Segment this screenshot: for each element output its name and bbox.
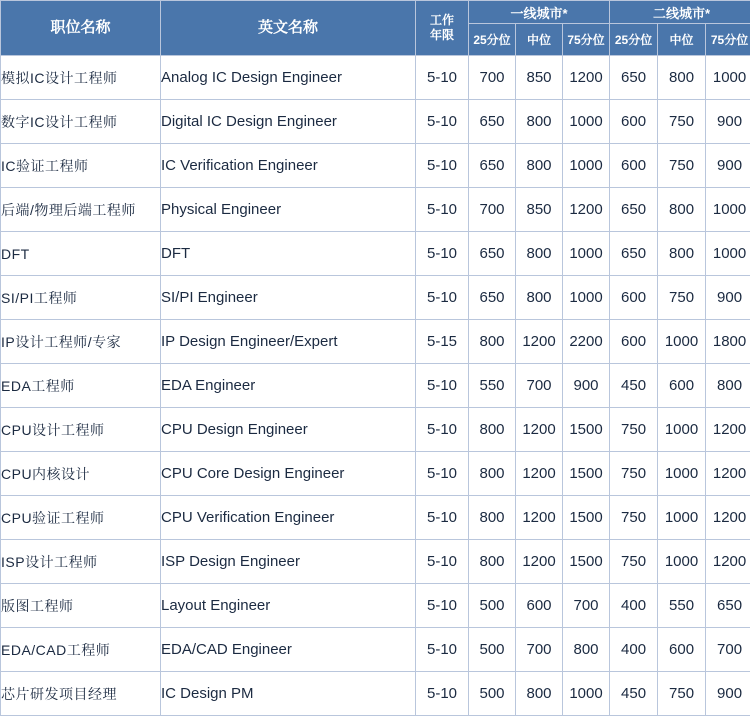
- row-tier2-p25: 600: [610, 320, 658, 364]
- row-tier1-p25: 500: [469, 628, 516, 672]
- row-tier1-p75: 1500: [563, 540, 610, 584]
- row-tier2-p25: 750: [610, 496, 658, 540]
- row-tier2-p25: 450: [610, 364, 658, 408]
- row-tier1-median: 1200: [516, 320, 563, 364]
- row-tier1-p25: 650: [469, 232, 516, 276]
- table-row: [1, 452, 750, 496]
- row-tier2-p75: 1000: [706, 56, 750, 100]
- row-tier1-p75: 1200: [563, 188, 610, 232]
- row-tier1-p75: 900: [563, 364, 610, 408]
- table-row: [1, 628, 750, 672]
- row-years: 5-10: [416, 628, 469, 672]
- row-tier1-p25: 650: [469, 144, 516, 188]
- row-tier1-median: 700: [516, 628, 563, 672]
- header-years-line2: 年限: [416, 28, 468, 43]
- row-tier2-median: 750: [658, 276, 706, 320]
- row-tier1-p75: 700: [563, 584, 610, 628]
- row-tier1-p25: 650: [469, 276, 516, 320]
- row-tier2-p25: 600: [610, 144, 658, 188]
- row-tier1-median: 800: [516, 276, 563, 320]
- table-row: [1, 320, 750, 364]
- table-row: [1, 540, 750, 584]
- row-years: 5-10: [416, 364, 469, 408]
- row-cn-name: EDA/CAD工程师: [1, 628, 161, 672]
- row-tier2-p25: 650: [610, 188, 658, 232]
- row-tier2-p75: 900: [706, 100, 750, 144]
- row-tier2-p75: 1200: [706, 452, 750, 496]
- table-row: [1, 144, 750, 188]
- row-tier2-p25: 400: [610, 628, 658, 672]
- row-tier1-p75: 1000: [563, 232, 610, 276]
- row-en-name: EDA/CAD Engineer: [161, 628, 416, 672]
- row-tier1-p25: 700: [469, 56, 516, 100]
- row-tier2-p25: 600: [610, 100, 658, 144]
- table-row: [1, 672, 750, 716]
- row-cn-name: SI/PI工程师: [1, 276, 161, 320]
- header-tier1-p75: 75分位: [563, 24, 610, 56]
- row-tier1-p75: 1200: [563, 56, 610, 100]
- row-tier2-median: 750: [658, 100, 706, 144]
- row-tier1-p75: 1500: [563, 452, 610, 496]
- row-tier1-median: 1200: [516, 408, 563, 452]
- row-tier1-p75: 1000: [563, 100, 610, 144]
- row-tier1-p75: 1000: [563, 672, 610, 716]
- row-years: 5-10: [416, 144, 469, 188]
- row-tier2-p75: 900: [706, 276, 750, 320]
- row-years: 5-10: [416, 452, 469, 496]
- row-en-name: SI/PI Engineer: [161, 276, 416, 320]
- row-en-name: IC Design PM: [161, 672, 416, 716]
- header-tier1-p25: 25分位: [469, 24, 516, 56]
- row-tier2-median: 1000: [658, 540, 706, 584]
- row-cn-name: IC验证工程师: [1, 144, 161, 188]
- row-tier1-median: 850: [516, 188, 563, 232]
- row-tier1-p75: 1500: [563, 408, 610, 452]
- row-en-name: Digital IC Design Engineer: [161, 100, 416, 144]
- row-cn-name: CPU验证工程师: [1, 496, 161, 540]
- row-tier1-median: 800: [516, 100, 563, 144]
- row-cn-name: 后端/物理后端工程师: [1, 188, 161, 232]
- table-row: [1, 496, 750, 540]
- row-en-name: CPU Design Engineer: [161, 408, 416, 452]
- row-en-name: IC Verification Engineer: [161, 144, 416, 188]
- row-cn-name: ISP设计工程师: [1, 540, 161, 584]
- row-tier2-p25: 750: [610, 540, 658, 584]
- row-tier2-p75: 700: [706, 628, 750, 672]
- row-en-name: IP Design Engineer/Expert: [161, 320, 416, 364]
- header-years-line1: 工作: [416, 13, 468, 28]
- header-group-tier2: 二线城市*: [610, 1, 750, 24]
- row-cn-name: DFT: [1, 232, 161, 276]
- row-years: 5-15: [416, 320, 469, 364]
- row-tier2-p25: 650: [610, 232, 658, 276]
- row-years: 5-10: [416, 540, 469, 584]
- header-en-name: 英文名称: [161, 1, 416, 56]
- header-group-tier1: 一线城市*: [469, 1, 610, 24]
- row-tier2-median: 750: [658, 144, 706, 188]
- row-tier1-median: 800: [516, 144, 563, 188]
- row-years: 5-10: [416, 496, 469, 540]
- row-tier2-p25: 400: [610, 584, 658, 628]
- row-tier1-p75: 1500: [563, 496, 610, 540]
- row-years: 5-10: [416, 672, 469, 716]
- row-tier1-median: 700: [516, 364, 563, 408]
- row-tier2-median: 800: [658, 56, 706, 100]
- header-tier2-p25: 25分位: [610, 24, 658, 56]
- row-years: 5-10: [416, 408, 469, 452]
- row-tier2-p75: 1200: [706, 540, 750, 584]
- table-row: [1, 408, 750, 452]
- row-years: 5-10: [416, 276, 469, 320]
- row-years: 5-10: [416, 188, 469, 232]
- row-tier2-median: 1000: [658, 320, 706, 364]
- table-row: [1, 364, 750, 408]
- row-en-name: EDA Engineer: [161, 364, 416, 408]
- row-cn-name: EDA工程师: [1, 364, 161, 408]
- row-tier2-median: 750: [658, 672, 706, 716]
- row-tier2-median: 1000: [658, 496, 706, 540]
- row-tier1-p75: 1000: [563, 276, 610, 320]
- row-tier1-p25: 800: [469, 452, 516, 496]
- row-tier2-p25: 650: [610, 56, 658, 100]
- row-tier2-p75: 900: [706, 672, 750, 716]
- row-tier2-p75: 900: [706, 144, 750, 188]
- row-years: 5-10: [416, 56, 469, 100]
- row-cn-name: 版图工程师: [1, 584, 161, 628]
- row-years: 5-10: [416, 584, 469, 628]
- table-row: [1, 584, 750, 628]
- row-tier1-p25: 700: [469, 188, 516, 232]
- table-header: [1, 1, 750, 56]
- row-tier2-p75: 1800: [706, 320, 750, 364]
- row-cn-name: 芯片研发项目经理: [1, 672, 161, 716]
- header-row-top: [1, 1, 750, 24]
- row-cn-name: 数字IC设计工程师: [1, 100, 161, 144]
- row-tier1-median: 800: [516, 672, 563, 716]
- row-tier1-median: 850: [516, 56, 563, 100]
- row-tier2-median: 550: [658, 584, 706, 628]
- header-tier2-p75: 75分位: [706, 24, 750, 56]
- row-en-name: Physical Engineer: [161, 188, 416, 232]
- row-tier2-p25: 600: [610, 276, 658, 320]
- table-row: [1, 100, 750, 144]
- header-tier1-median: 中位: [516, 24, 563, 56]
- row-tier1-p25: 800: [469, 540, 516, 584]
- row-tier1-median: 600: [516, 584, 563, 628]
- row-tier1-median: 800: [516, 232, 563, 276]
- row-tier2-median: 800: [658, 232, 706, 276]
- row-tier1-p25: 800: [469, 320, 516, 364]
- row-en-name: Analog IC Design Engineer: [161, 56, 416, 100]
- row-tier2-p25: 450: [610, 672, 658, 716]
- row-tier2-median: 800: [658, 188, 706, 232]
- row-tier2-p25: 750: [610, 452, 658, 496]
- row-tier1-median: 1200: [516, 452, 563, 496]
- row-cn-name: IP设计工程师/专家: [1, 320, 161, 364]
- row-tier2-p75: 1000: [706, 188, 750, 232]
- row-en-name: Layout Engineer: [161, 584, 416, 628]
- row-tier2-median: 1000: [658, 408, 706, 452]
- row-tier1-p75: 1000: [563, 144, 610, 188]
- row-en-name: CPU Verification Engineer: [161, 496, 416, 540]
- table-row: [1, 188, 750, 232]
- row-tier1-p25: 800: [469, 408, 516, 452]
- row-tier2-median: 1000: [658, 452, 706, 496]
- table-row: [1, 276, 750, 320]
- row-en-name: CPU Core Design Engineer: [161, 452, 416, 496]
- header-cn-name: 职位名称: [1, 1, 161, 56]
- row-tier1-median: 1200: [516, 496, 563, 540]
- header-tier2-median: 中位: [658, 24, 706, 56]
- header-years: [416, 1, 469, 56]
- row-tier1-median: 1200: [516, 540, 563, 584]
- row-tier2-p75: 1000: [706, 232, 750, 276]
- row-tier2-p25: 750: [610, 408, 658, 452]
- row-cn-name: 模拟IC设计工程师: [1, 56, 161, 100]
- row-tier2-p75: 1200: [706, 496, 750, 540]
- row-tier1-p25: 650: [469, 100, 516, 144]
- row-tier1-p25: 800: [469, 496, 516, 540]
- row-cn-name: CPU内核设计: [1, 452, 161, 496]
- row-years: 5-10: [416, 100, 469, 144]
- row-cn-name: CPU设计工程师: [1, 408, 161, 452]
- table-row: [1, 232, 750, 276]
- row-tier2-p75: 800: [706, 364, 750, 408]
- table-row: [1, 56, 750, 100]
- row-tier2-median: 600: [658, 628, 706, 672]
- row-tier1-p25: 550: [469, 364, 516, 408]
- table-body: [1, 56, 750, 716]
- row-en-name: ISP Design Engineer: [161, 540, 416, 584]
- row-tier1-p25: 500: [469, 672, 516, 716]
- row-tier2-p75: 650: [706, 584, 750, 628]
- row-tier1-p25: 500: [469, 584, 516, 628]
- row-tier1-p75: 800: [563, 628, 610, 672]
- row-tier1-p75: 2200: [563, 320, 610, 364]
- row-tier2-median: 600: [658, 364, 706, 408]
- row-en-name: DFT: [161, 232, 416, 276]
- row-tier2-p75: 1200: [706, 408, 750, 452]
- row-years: 5-10: [416, 232, 469, 276]
